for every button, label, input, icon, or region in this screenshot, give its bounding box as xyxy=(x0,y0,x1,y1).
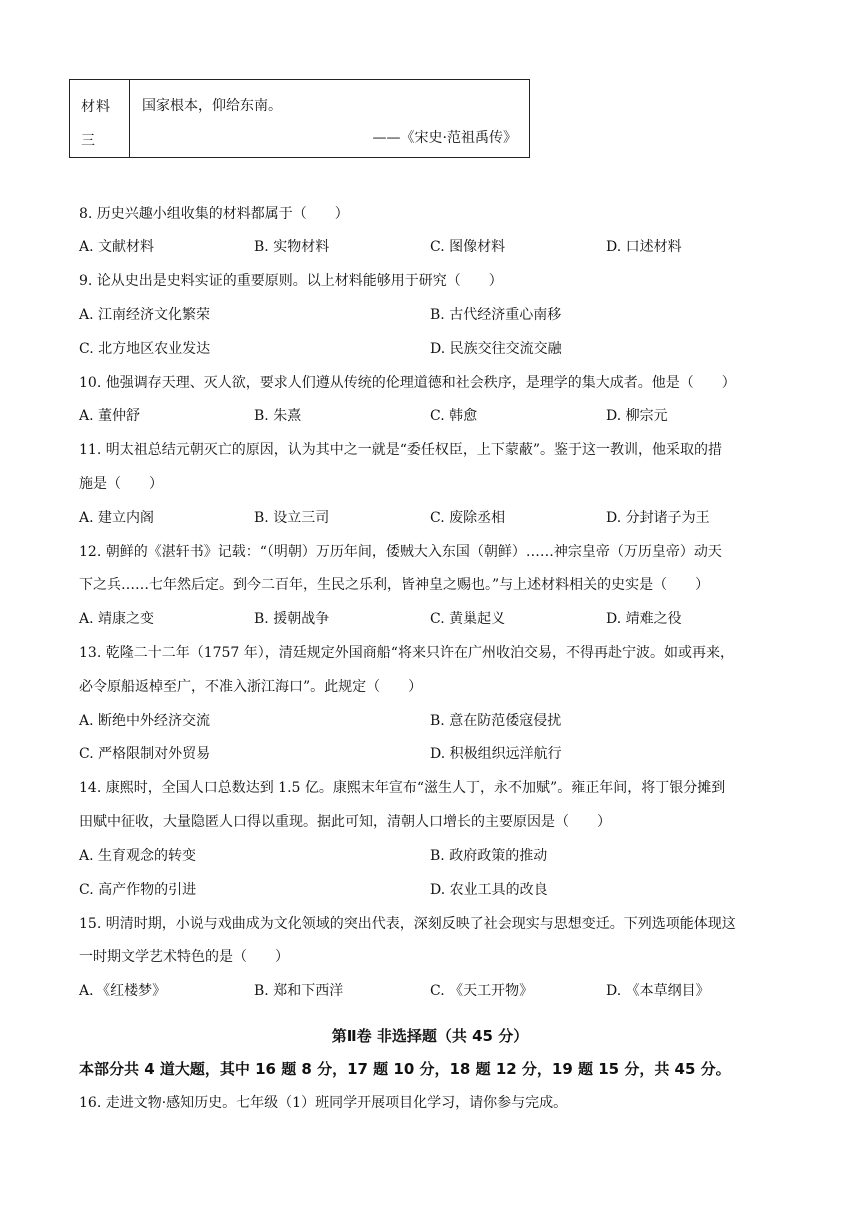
q8-option-b: B. 实物材料 xyxy=(254,239,330,255)
q11-option-b: B. 设立三司 xyxy=(254,510,330,526)
q15-option-c: C. 《天工开物》 xyxy=(430,983,534,999)
q9-option-a: A. 江南经济文化繁荣 xyxy=(79,307,211,323)
q10-option-b: B. 朱熹 xyxy=(254,408,302,424)
question-11-stem: 11. 明太祖总结元朝灭亡的原因，认为其中之一就是“委任权臣，上下蒙蔽”。鉴于这一教训，他采取的措 xyxy=(79,442,723,458)
q11-option-c: C. 废除丞相 xyxy=(430,510,506,526)
material-label-line1: 材料 xyxy=(81,99,111,115)
q12-option-b: B. 援朝战争 xyxy=(254,611,330,627)
question-15-stem: 15. 明清时期，小说与戏曲成为文化领域的突出代表，深刻反映了社会现实与思想变迁。下列选项能体现这 xyxy=(79,916,736,932)
q14-option-b: B. 政府政策的推动 xyxy=(430,848,548,864)
section-2-intro: 本部分共 4 道大题，其中 16 题 8 分，17 题 10 分，18 题 12 分，19 题 15 分，共 45 分。 xyxy=(79,1060,731,1078)
q12-option-a: A. 靖康之变 xyxy=(79,611,155,627)
material-source: ——《宋史·范祖禹传》 xyxy=(372,130,517,146)
q12-option-c: C. 黄巢起义 xyxy=(430,611,506,627)
q11-option-d: D. 分封诸子为王 xyxy=(606,510,710,526)
question-14-stem-cont: 田赋中征收，大量隐匿人口得以重现。据此可知，清朝人口增长的主要原因是（ ） xyxy=(79,814,611,830)
q15-option-b: B. 郑和下西洋 xyxy=(254,983,344,999)
q15-option-d: D. 《本草纲目》 xyxy=(606,983,710,999)
q10-option-d: D. 柳宗元 xyxy=(606,408,668,424)
material-content: 国家根本，仰给东南。 xyxy=(142,98,282,114)
question-12-stem: 12. 朝鲜的《湛轩书》记载：“（明朝）万历年间，倭贼大入东国（朝鲜）……神宗皇帝（万历皇帝）动天 xyxy=(79,544,722,560)
q10-option-a: A. 董仲舒 xyxy=(79,408,141,424)
q15-option-a: A．《红楼梦》 xyxy=(79,983,167,999)
question-13-stem-cont: 必令原船返棹至广，不准入浙江海口”。此规定（ ） xyxy=(79,679,423,695)
question-13-stem: 13. 乾隆二十二年（1757 年），清廷规定外国商船“将来只许在广州收泊交易，不得再赴宁波。如或再来， xyxy=(79,645,734,661)
section-2-title: 第Ⅱ卷 非选择题（共 45 分） xyxy=(331,1027,529,1045)
material-label-line2: 三 xyxy=(81,133,95,149)
q14-option-d: D. 农业工具的改良 xyxy=(430,882,548,898)
q11-option-a: A. 建立内阁 xyxy=(79,510,155,526)
q13-option-c: C. 严格限制对外贸易 xyxy=(79,746,211,762)
q8-option-d: D. 口述材料 xyxy=(606,239,682,255)
question-12-stem-cont: 下之兵……七年然后定。到今二百年，生民之乐利，皆神皇之赐也。”与上述材料相关的史实是（ ） xyxy=(79,577,710,593)
q9-option-d: D. 民族交往交流交融 xyxy=(430,341,562,357)
material-label-cell xyxy=(70,80,130,157)
q8-option-c: C. 图像材料 xyxy=(430,239,506,255)
question-14-stem: 14. 康熙时，全国人口总数达到 1.5 亿。康熙末年宣布“滋生人丁，永不加赋”。雍正年间，将丁银分摊到 xyxy=(79,780,726,796)
q12-option-d: D. 靖难之役 xyxy=(606,611,682,627)
q14-option-c: C. 高产作物的引进 xyxy=(79,882,197,898)
q10-option-c: C. 韩愈 xyxy=(430,408,478,424)
question-15-stem-cont: 一时期文学艺术特色的是（ ） xyxy=(79,949,289,965)
question-11-stem-cont: 施是（ ） xyxy=(79,476,163,492)
question-16-stem: 16. 走进文物·感知历史。七年级（1）班同学开展项目化学习，请你参与完成。 xyxy=(79,1095,568,1111)
q14-option-a: A. 生育观念的转变 xyxy=(79,848,197,864)
q13-option-b: B. 意在防范倭寇侵扰 xyxy=(430,713,562,729)
q13-option-a: A. 断绝中外经济交流 xyxy=(79,713,211,729)
q9-option-b: B. 古代经济重心南移 xyxy=(430,307,562,323)
question-8-stem: 8. 历史兴趣小组收集的材料都属于（ ） xyxy=(79,206,349,222)
q13-option-d: D. 积极组织远洋航行 xyxy=(430,746,562,762)
q8-option-a: A. 文献材料 xyxy=(79,239,155,255)
question-10-stem: 10. 他强调存天理、灭人欲，要求人们遵从传统的伦理道德和社会秩序，是理学的集大成者。他是（ ） xyxy=(79,375,736,391)
q9-option-c: C. 北方地区农业发达 xyxy=(79,341,211,357)
material-table xyxy=(69,79,530,158)
question-9-stem: 9. 论从史出是史料实证的重要原则。以上材料能够用于研究（ ） xyxy=(79,273,503,289)
